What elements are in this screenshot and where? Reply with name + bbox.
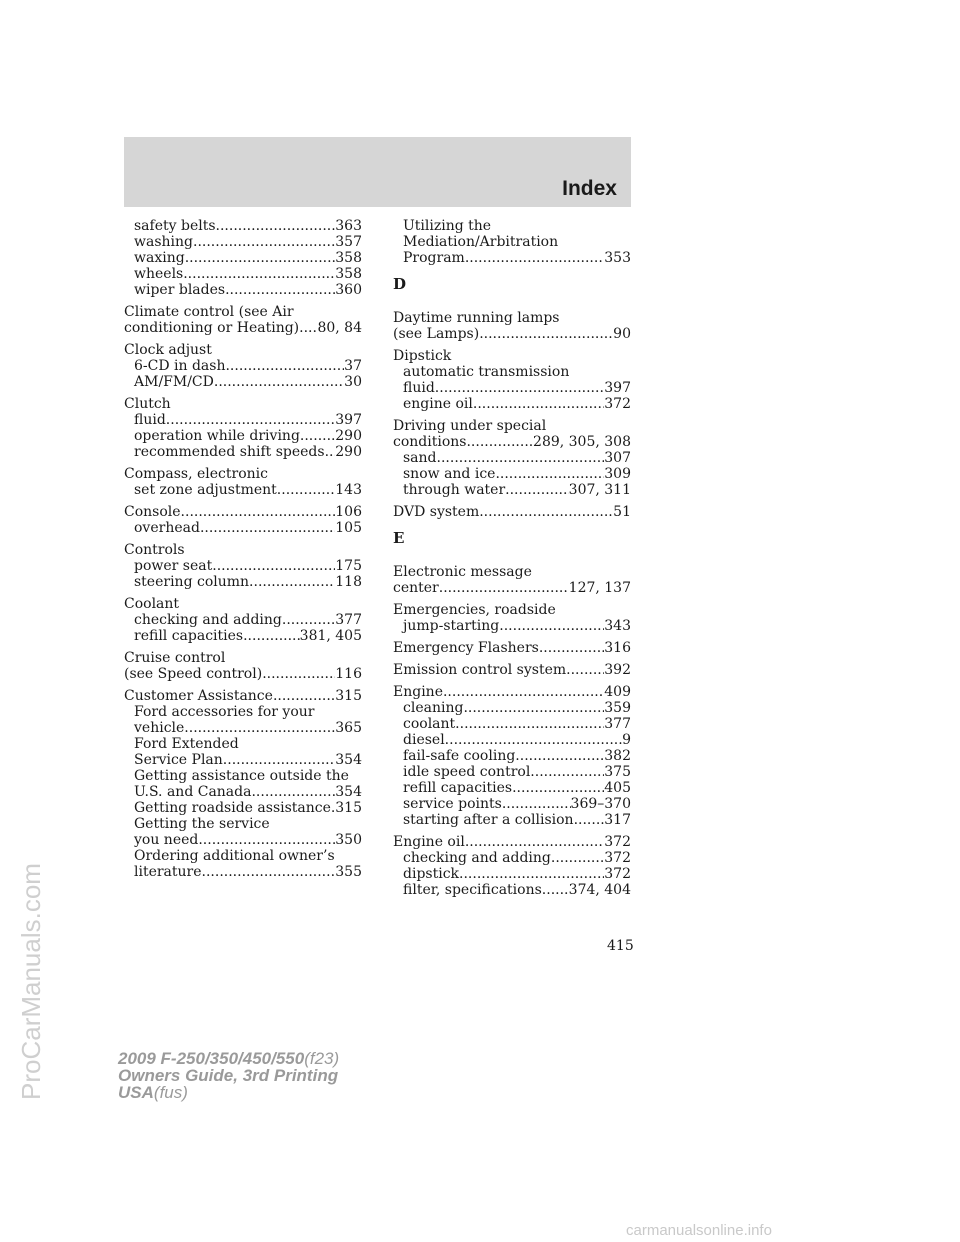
- dot-leader: [466, 434, 533, 450]
- index-term: automatic transmission: [403, 364, 570, 380]
- index-term: Electronic message: [393, 564, 532, 580]
- index-page-ref: 118: [335, 574, 362, 590]
- index-term: Program: [403, 250, 465, 266]
- index-line: [124, 612, 362, 628]
- dot-leader: [198, 832, 335, 848]
- index-line: [124, 412, 362, 428]
- index-line: [393, 684, 631, 700]
- index-line: [393, 618, 631, 634]
- index-term: AM/FM/CD: [134, 374, 214, 390]
- index-line: [124, 784, 362, 800]
- page-number: 415: [607, 938, 634, 954]
- dot-leader: [566, 662, 604, 678]
- index-entry: [393, 348, 631, 412]
- dot-leader: [212, 558, 335, 574]
- index-line: [124, 832, 362, 848]
- index-line: [393, 482, 631, 498]
- dot-leader: [551, 850, 604, 866]
- index-line: [393, 580, 631, 596]
- index-line: [124, 374, 362, 390]
- index-page-ref: 372: [604, 866, 631, 882]
- index-line: [393, 466, 631, 482]
- index-line: [393, 218, 631, 234]
- index-term: 6-CD in dash: [134, 358, 226, 374]
- index-term: Getting roadside assistance: [134, 800, 331, 816]
- index-page-ref: 116: [335, 666, 362, 682]
- dot-leader: [455, 716, 604, 732]
- index-line: [393, 882, 631, 898]
- dot-leader: [539, 640, 604, 656]
- dot-leader: [184, 720, 335, 736]
- index-line: [393, 348, 631, 364]
- index-term: idle speed control: [403, 764, 531, 780]
- index-term: Daytime running lamps: [393, 310, 560, 326]
- index-page-ref: 51: [613, 504, 631, 520]
- index-page-ref: 143: [335, 482, 362, 498]
- dot-leader: [439, 580, 569, 596]
- index-page-ref: 105: [335, 520, 362, 536]
- dot-leader: [225, 358, 344, 374]
- index-line: [124, 768, 362, 784]
- index-line: [393, 434, 631, 450]
- index-line: [124, 596, 362, 612]
- index-term: fluid: [134, 412, 166, 428]
- index-term: Controls: [124, 542, 185, 558]
- index-line: [393, 834, 631, 850]
- index-header-band: [124, 137, 631, 207]
- dot-leader: [479, 504, 613, 520]
- index-entry: [393, 684, 631, 828]
- index-line: [393, 662, 631, 678]
- index-line: [124, 466, 362, 482]
- index-line: [124, 542, 362, 558]
- index-line: [393, 866, 631, 882]
- footer-model: 2009 F-250/350/450/550: [118, 1049, 305, 1068]
- index-line: [124, 282, 362, 298]
- index-term: Emergencies, roadside: [393, 602, 556, 618]
- index-term: Getting assistance outside the: [134, 768, 349, 784]
- index-line: [124, 688, 362, 704]
- index-line: [393, 364, 631, 380]
- index-section-letter: E: [393, 529, 405, 547]
- index-page-ref: 354: [335, 784, 362, 800]
- index-page-ref: 372: [604, 850, 631, 866]
- index-term: literature: [134, 864, 202, 880]
- index-term: Dipstick: [393, 348, 452, 364]
- index-term: vehicle: [134, 720, 185, 736]
- dot-leader: [473, 396, 604, 412]
- index-page-ref: 358: [335, 266, 362, 282]
- dot-leader: [214, 374, 344, 390]
- dot-leader: [542, 882, 569, 898]
- index-line: [393, 326, 631, 342]
- index-term: DVD system: [393, 504, 480, 520]
- index-line: [124, 504, 362, 520]
- index-page-ref: 175: [335, 558, 362, 574]
- index-entry: [393, 640, 631, 656]
- dot-leader: [166, 412, 335, 428]
- index-section-letter: D: [393, 275, 407, 293]
- index-page-ref: 397: [604, 380, 631, 396]
- index-term: Ordering additional owner’s: [134, 848, 335, 864]
- index-line: [124, 428, 362, 444]
- index-term: snow and ice: [403, 466, 496, 482]
- footer-market-code: (fus): [153, 1083, 188, 1102]
- index-line: [124, 218, 362, 234]
- dot-leader: [251, 784, 335, 800]
- index-line: [124, 358, 362, 374]
- index-line: [124, 342, 362, 358]
- index-term: (see Speed control): [124, 666, 263, 682]
- index-line: [393, 234, 631, 250]
- index-line: [124, 736, 362, 752]
- index-line: [393, 796, 631, 812]
- index-term: fail-safe cooling: [403, 748, 516, 764]
- dot-leader: [499, 618, 604, 634]
- index-page-ref: 307: [604, 450, 631, 466]
- index-line: [393, 748, 631, 764]
- site-watermark: carmanualsonline.info: [626, 1222, 772, 1239]
- index-entry: [124, 542, 362, 590]
- index-term: checking and adding: [134, 612, 282, 628]
- index-entry: [393, 310, 631, 342]
- index-line: [124, 250, 362, 266]
- index-entry: [124, 650, 362, 682]
- index-term: Emission control system: [393, 662, 567, 678]
- index-line: [124, 482, 362, 498]
- dot-leader: [183, 266, 335, 282]
- dot-leader: [325, 444, 336, 460]
- index-page-ref: 309: [604, 466, 631, 482]
- index-line: [393, 380, 631, 396]
- dot-leader: [530, 764, 604, 780]
- footer-market: USA: [118, 1083, 154, 1102]
- dot-leader: [465, 250, 604, 266]
- footer-model-code: (f23): [304, 1049, 340, 1068]
- index-term: Emergency Flashers: [393, 640, 539, 656]
- index-term: power seat: [134, 558, 213, 574]
- dot-leader: [202, 864, 336, 880]
- index-page-ref: 409: [604, 684, 631, 700]
- index-term: steering column: [134, 574, 250, 590]
- index-page-ref: 316: [604, 640, 631, 656]
- footer: [118, 1050, 339, 1101]
- dot-leader: [437, 450, 605, 466]
- index-page-ref: 315: [335, 800, 362, 816]
- dot-leader: [225, 282, 335, 298]
- dot-leader: [262, 666, 335, 682]
- dot-leader: [223, 752, 335, 768]
- index-line: [124, 848, 362, 864]
- dot-leader: [277, 482, 335, 498]
- index-term: Engine oil: [393, 834, 465, 850]
- index-page-ref: 343: [604, 618, 631, 634]
- index-term: safety belts: [134, 218, 216, 234]
- index-page-ref: 290: [335, 428, 362, 444]
- index-line: [393, 812, 631, 828]
- index-term: Service Plan: [134, 752, 223, 768]
- index-line: [124, 444, 362, 460]
- index-term: Customer Assistance: [124, 688, 273, 704]
- index-entry: [124, 342, 362, 390]
- index-line: [124, 266, 362, 282]
- index-page-ref: 317: [604, 812, 631, 828]
- index-term: operation while driving: [134, 428, 300, 444]
- index-term: dipstick: [403, 866, 460, 882]
- index-line: [393, 850, 631, 866]
- index-line: [393, 700, 631, 716]
- index-page-ref: 354: [335, 752, 362, 768]
- index-term: sand: [403, 450, 437, 466]
- index-entry: [124, 504, 362, 536]
- index-line: [393, 250, 631, 266]
- index-term: refill capacities: [134, 628, 244, 644]
- index-term: Mediation/Arbitration: [403, 234, 559, 250]
- dot-leader: [459, 866, 604, 882]
- index-page-ref: 353: [604, 250, 631, 266]
- index-entry: [393, 564, 631, 596]
- dot-leader: [574, 812, 605, 828]
- index-line: [393, 418, 631, 434]
- index-term: Ford Extended: [134, 736, 239, 752]
- index-term: conditioning or Heating): [124, 320, 300, 336]
- index-line: [124, 304, 362, 320]
- index-entry: [124, 304, 362, 336]
- dot-leader: [181, 504, 336, 520]
- index-term: you need: [134, 832, 199, 848]
- index-line: [124, 628, 362, 644]
- index-line: [393, 780, 631, 796]
- index-line: [393, 310, 631, 326]
- index-line: [124, 800, 362, 816]
- index-line: [124, 234, 362, 250]
- index-line: [393, 716, 631, 732]
- index-term: engine oil: [403, 396, 473, 412]
- index-term: Console: [124, 504, 181, 520]
- index-page-ref: 357: [335, 234, 362, 250]
- index-line: [393, 764, 631, 780]
- index-page-ref: 350: [335, 832, 362, 848]
- index-term: Driving under special: [393, 418, 547, 434]
- index-page-ref: 9: [622, 732, 631, 748]
- index-term: overhead: [134, 520, 200, 536]
- dot-leader: [299, 320, 317, 336]
- index-term: wiper blades: [134, 282, 226, 298]
- dot-leader: [502, 796, 571, 812]
- index-term: Engine: [393, 684, 443, 700]
- index-term: Cruise control: [124, 650, 226, 666]
- index-page-ref: 359: [604, 700, 631, 716]
- index-line: [393, 450, 631, 466]
- index-term: Coolant: [124, 596, 180, 612]
- index-page-ref: 127, 137: [568, 580, 631, 596]
- index-line: [124, 720, 362, 736]
- dot-leader: [435, 380, 604, 396]
- index-page-ref: 106: [335, 504, 362, 520]
- index-page-ref: 374, 404: [568, 882, 631, 898]
- footer-guide: Owners Guide, 3rd Printing: [118, 1066, 339, 1085]
- index-page-ref: 377: [335, 612, 362, 628]
- index-page-ref: 30: [344, 374, 362, 390]
- index-page-ref: 360: [335, 282, 362, 298]
- index-term: wheels: [134, 266, 184, 282]
- index-entry: [393, 602, 631, 634]
- index-term: coolant: [403, 716, 456, 732]
- index-term: Compass, electronic: [124, 466, 268, 482]
- dot-leader: [282, 612, 335, 628]
- index-page-ref: 307, 311: [568, 482, 631, 498]
- index-term: fluid: [403, 380, 435, 396]
- dot-leader: [465, 834, 604, 850]
- index-entry: [393, 834, 631, 898]
- index-term: cleaning: [403, 700, 464, 716]
- dot-leader: [495, 466, 604, 482]
- index-entry: [393, 418, 631, 498]
- index-page-ref: 397: [335, 412, 362, 428]
- index-page-ref: 372: [604, 396, 631, 412]
- index-page-ref: 405: [604, 780, 631, 796]
- index-line: [393, 602, 631, 618]
- index-page-ref: 381, 405: [299, 628, 362, 644]
- index-term: conditions: [393, 434, 467, 450]
- index-line: [124, 520, 362, 536]
- dot-leader: [445, 732, 622, 748]
- index-term: waxing: [134, 250, 185, 266]
- index-page-ref: 382: [604, 748, 631, 764]
- index-term: (see Lamps): [393, 326, 480, 342]
- index-term: refill capacities: [403, 780, 513, 796]
- index-page-ref: 365: [335, 720, 362, 736]
- index-line: [124, 650, 362, 666]
- index-term: washing: [134, 234, 193, 250]
- index-term: recommended shift speeds: [134, 444, 325, 460]
- index-page-ref: 80, 84: [317, 320, 362, 336]
- index-term: set zone adjustment: [134, 482, 277, 498]
- index-term: service points: [403, 796, 502, 812]
- index-term: Clutch: [124, 396, 171, 412]
- index-term: checking and adding: [403, 850, 551, 866]
- page-title: Index: [562, 177, 617, 200]
- index-term: Climate control (see Air: [124, 304, 294, 320]
- index-page-ref: 90: [613, 326, 631, 342]
- index-entry: [393, 662, 631, 678]
- index-page-ref: 37: [344, 358, 362, 374]
- dot-leader: [300, 428, 335, 444]
- index-column-right: [393, 218, 631, 904]
- index-page-ref: 372: [604, 834, 631, 850]
- index-entry: [124, 688, 362, 880]
- dot-leader: [216, 218, 336, 234]
- index-term: through water: [403, 482, 506, 498]
- index-entry: [124, 396, 362, 460]
- index-term: Utilizing the: [403, 218, 492, 234]
- index-line: [124, 752, 362, 768]
- dot-leader: [200, 520, 335, 536]
- dot-leader: [273, 688, 335, 704]
- dot-leader: [185, 250, 336, 266]
- index-line: [124, 574, 362, 590]
- index-term: Clock adjust: [124, 342, 212, 358]
- index-line: [124, 704, 362, 720]
- index-page-ref: 315: [335, 688, 362, 704]
- dot-leader: [443, 684, 604, 700]
- watermark-text: ProCarManuals.com: [16, 863, 46, 1100]
- index-term: filter, specifications: [403, 882, 542, 898]
- index-page-ref: 392: [604, 662, 631, 678]
- dot-leader: [193, 234, 335, 250]
- index-line: [124, 864, 362, 880]
- dot-leader: [243, 628, 300, 644]
- index-line: [124, 816, 362, 832]
- index-page-ref: 375: [604, 764, 631, 780]
- index-line: [393, 564, 631, 580]
- index-term: jump-starting: [403, 618, 500, 634]
- index-line: [393, 396, 631, 412]
- index-term: Ford accessories for your: [134, 704, 315, 720]
- index-page-ref: 290: [335, 444, 362, 460]
- index-page-ref: 289, 305, 308: [533, 434, 631, 450]
- index-line: [393, 504, 631, 520]
- index-line: [124, 320, 362, 336]
- index-entry: [124, 466, 362, 498]
- index-page-ref: 355: [335, 864, 362, 880]
- dot-leader: [463, 700, 604, 716]
- dot-leader: [249, 574, 335, 590]
- index-line: [393, 732, 631, 748]
- index-page-ref: 363: [335, 218, 362, 234]
- index-line: [124, 396, 362, 412]
- index-term: starting after a collision: [403, 812, 574, 828]
- index-page-ref: 377: [604, 716, 631, 732]
- dot-leader: [505, 482, 569, 498]
- index-term: Getting the service: [134, 816, 270, 832]
- index-line: [393, 640, 631, 656]
- index-term: diesel: [403, 732, 445, 748]
- index-page-ref: 358: [335, 250, 362, 266]
- dot-leader: [512, 780, 604, 796]
- index-line: [124, 666, 362, 682]
- index-column-left: [124, 218, 362, 886]
- index-entry: [393, 218, 631, 266]
- index-entry: [393, 504, 631, 520]
- dot-leader: [515, 748, 604, 764]
- index-term: U.S. and Canada: [134, 784, 252, 800]
- index-line: [124, 558, 362, 574]
- index-entry: [124, 596, 362, 644]
- index-term: center: [393, 580, 439, 596]
- index-entry: [124, 218, 362, 298]
- dot-leader: [479, 326, 613, 342]
- index-page-ref: 369–370: [570, 796, 631, 812]
